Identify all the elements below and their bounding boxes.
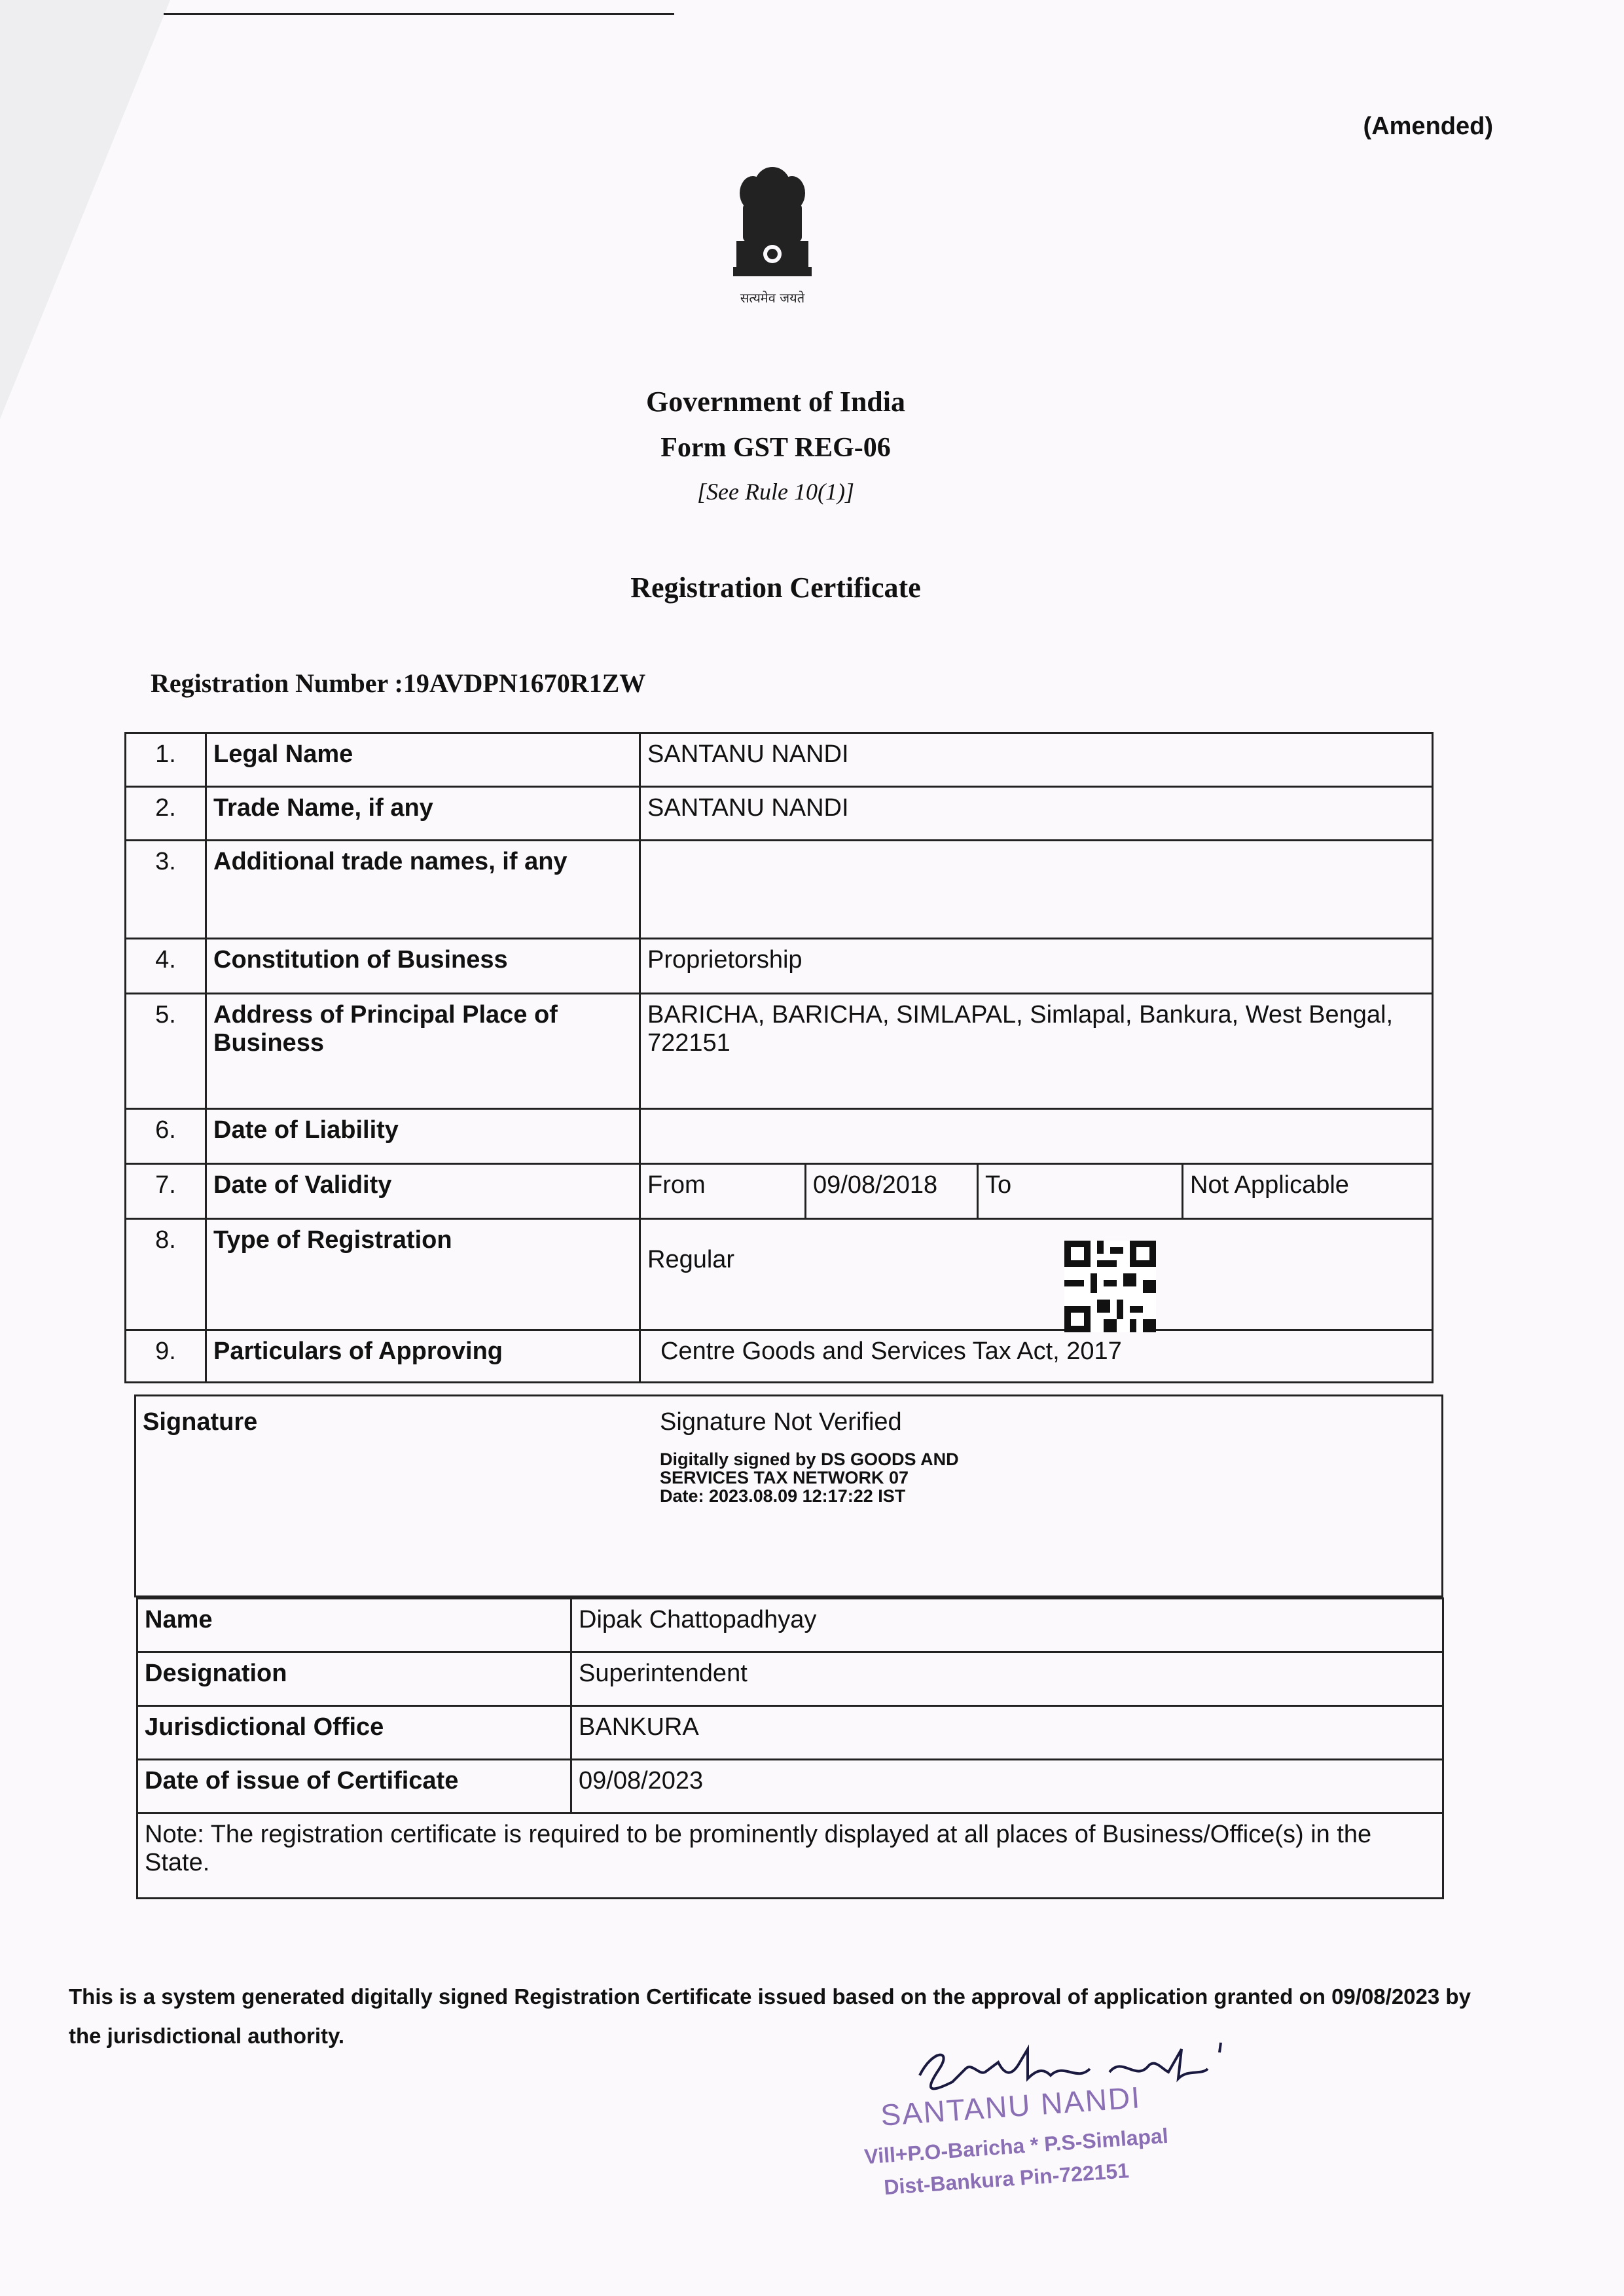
table-row: Jurisdictional Office BANKURA: [137, 1706, 1443, 1760]
national-emblem-icon: [723, 157, 821, 327]
table-row: 7. Date of Validity From 09/08/2018 To Not Applicable: [126, 1164, 1433, 1219]
table-row: Date of issue of Certificate 09/08/2023: [137, 1760, 1443, 1813]
validity-to-label: To: [978, 1164, 1183, 1219]
jurisdictional-office-value: BANKURA: [571, 1706, 1443, 1760]
officer-table: [136, 1597, 1444, 1899]
designation-value: Superintendent: [571, 1652, 1443, 1706]
address-value: BARICHA, BARICHA, SIMLAPAL, Simlapal, Bankura, West Bengal, 722151: [640, 994, 1433, 1109]
trade-name-value: SANTANU NANDI: [640, 787, 1433, 841]
table-row: 4. Constitution of Business Proprietorship: [126, 939, 1433, 994]
system-generated-note: This is a system generated digitally signed Registration Certificate issued based on the approval of application granted on 09/08/2023 by the jurisdictional authority.: [69, 1984, 1471, 2048]
rubber-stamp: SANTANU NANDI Vill+P.O-Baricha * P.S-Simlapal Dist-Bankura Pin-722151: [863, 2080, 1169, 2200]
display-note: Note: The registration certificate is required to be prominently displayed at all places of Business/Office(s) in the State.: [137, 1813, 1443, 1899]
certificate-title: Registration Certificate: [630, 572, 921, 604]
table-row: Name Dipak Chattopadhyay: [137, 1599, 1443, 1652]
top-rule: [164, 13, 674, 15]
signature-details: Digitally signed by DS GOODS AND SERVICES TAX NETWORK 07 Date: 2023.08.09 12:17:22 IST: [660, 1449, 959, 1506]
table-row: [137, 1813, 1443, 1899]
details-table: [124, 732, 1434, 1383]
approving-act-value: Centre Goods and Services Tax Act, 2017: [640, 1330, 1433, 1383]
table-row: 9. Particulars of Approving Centre Goods and Services Tax Act, 2017: [126, 1330, 1433, 1383]
issue-date-value: 09/08/2023: [571, 1760, 1443, 1813]
paper-fold: [0, 0, 170, 419]
validity-to-value: Not Applicable: [1183, 1164, 1433, 1219]
table-row: Designation Superintendent: [137, 1652, 1443, 1706]
table-row: 8. Type of Registration Regular: [126, 1219, 1433, 1330]
registration-number: Registration Number :19AVDPN1670R1ZW: [151, 668, 646, 698]
date-of-liability-value: [640, 1109, 1433, 1164]
table-row: 2. Trade Name, if any SANTANU NANDI: [126, 787, 1433, 841]
signature-box: [134, 1394, 1443, 1597]
officer-name-value: Dipak Chattopadhyay: [571, 1599, 1443, 1652]
emblem-motto: सत्यमेव जयते: [740, 290, 805, 306]
rule-reference: [See Rule 10(1)]: [697, 479, 854, 505]
table-row: 6. Date of Liability: [126, 1109, 1433, 1164]
legal-name-value: SANTANU NANDI: [640, 733, 1433, 787]
qr-code-icon: [1064, 1241, 1156, 1332]
signature-label: Signature: [143, 1408, 258, 1436]
additional-trade-names-value: [640, 841, 1433, 939]
table-row: 1. Legal Name SANTANU NANDI: [126, 733, 1433, 787]
table-row: 3. Additional trade names, if any: [126, 841, 1433, 939]
table-row: 5. Address of Principal Place of Business BARICHA, BARICHA, SIMLAPAL, Simlapal, Bankura, West Bengal, 722151: [126, 994, 1433, 1109]
signature-status: Signature Not Verified: [660, 1408, 902, 1436]
validity-from-label: From: [640, 1164, 806, 1219]
government-title: Government of India: [646, 386, 905, 418]
validity-from-value: 09/08/2018: [806, 1164, 978, 1219]
constitution-value: Proprietorship: [640, 939, 1433, 994]
amended-label: (Amended): [1363, 113, 1493, 140]
form-title: Form GST REG-06: [660, 433, 891, 463]
registration-type-value: Regular: [640, 1219, 1433, 1330]
